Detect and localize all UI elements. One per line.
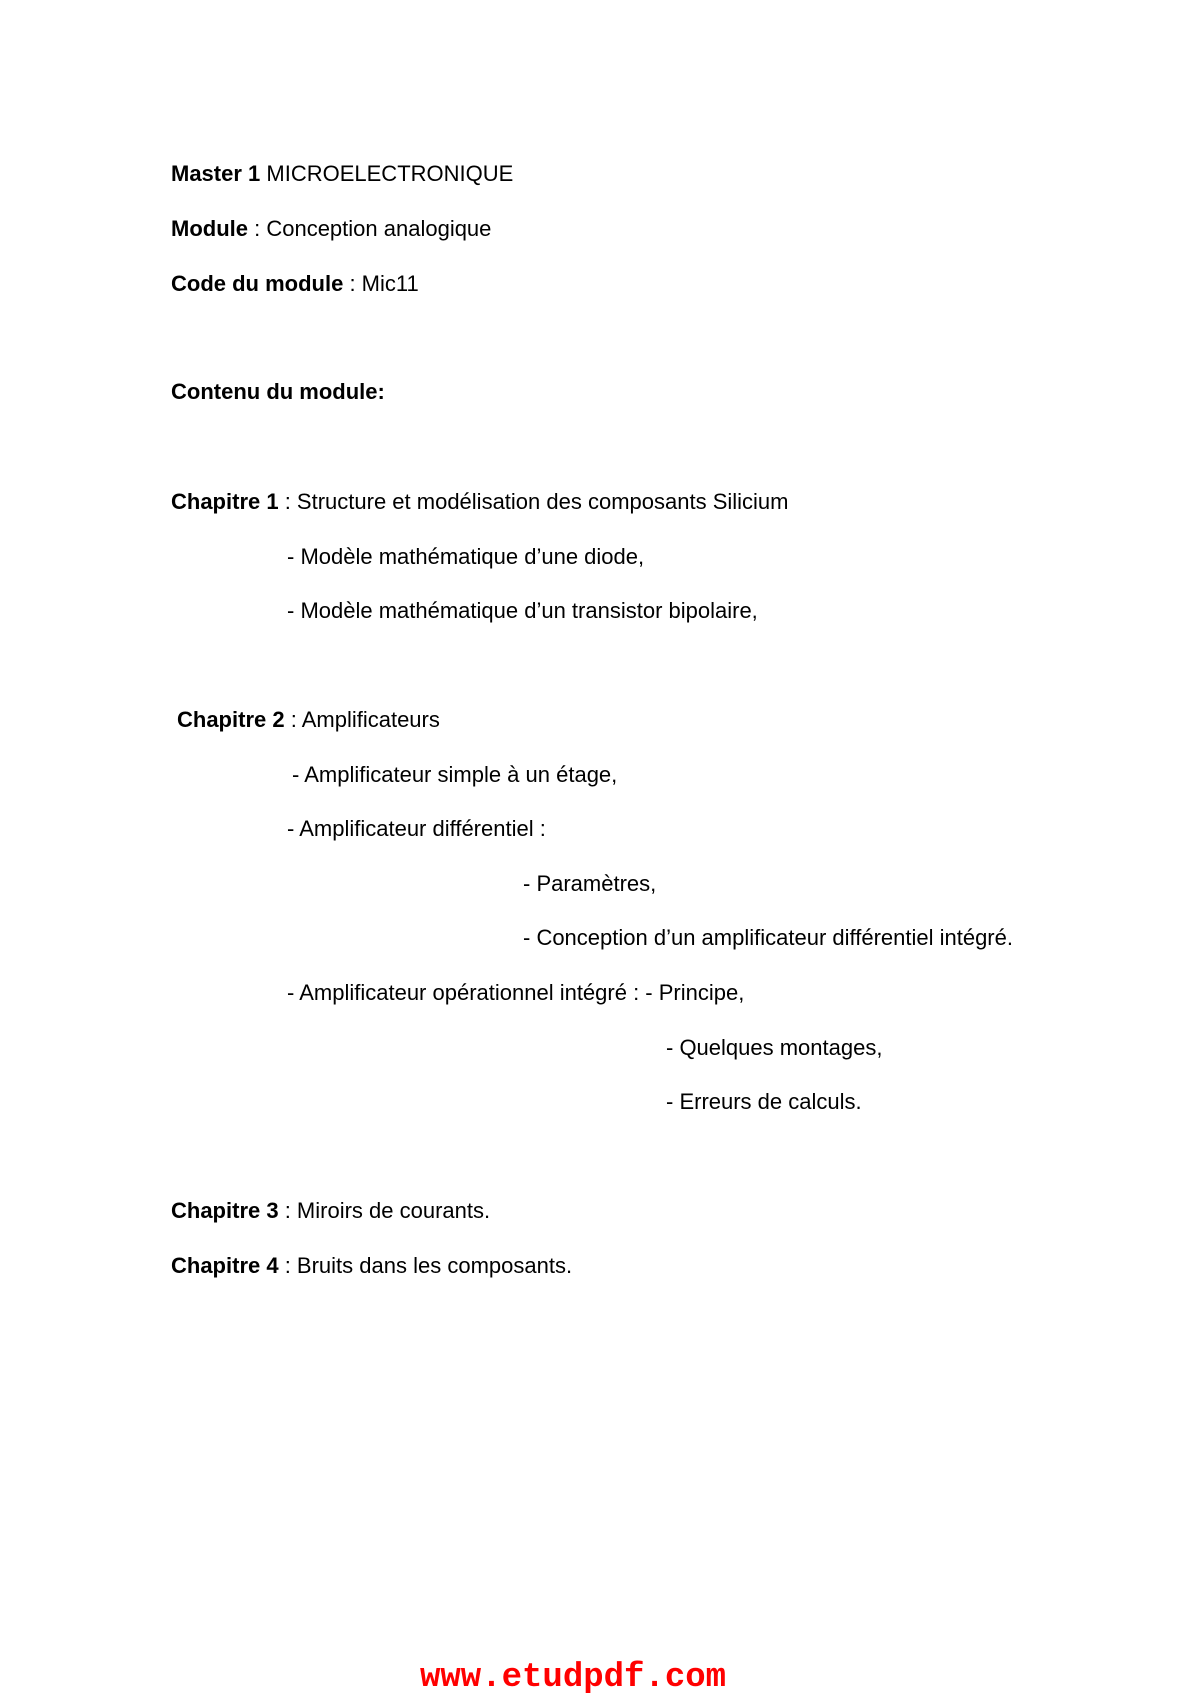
module-line (171, 215, 491, 243)
code-line (171, 270, 419, 298)
chapter-4-line (171, 1252, 572, 1280)
chapter-2-line (177, 706, 440, 734)
chapter-2-title: : Amplificateurs (284, 707, 440, 732)
chapter-2-item: - Amplificateur simple à un étage, (292, 762, 618, 787)
chapter-2-subitem: - Paramètres, (523, 871, 657, 896)
master-value: MICROELECTRONIQUE (260, 161, 514, 186)
master-label: Master 1 (171, 161, 261, 186)
chapter-1-label: Chapitre 1 (171, 489, 279, 514)
module-label: Module (171, 216, 248, 241)
module-value: : Conception analogique (248, 216, 492, 241)
code-value: : Mic11 (343, 271, 419, 296)
chapter-2-subitem: - Erreurs de calculs. (666, 1089, 862, 1114)
chapter-4-label: Chapitre 4 (171, 1253, 279, 1278)
chapter-2-item: - Amplificateur différentiel : (287, 816, 546, 841)
chapter-1-line (171, 488, 788, 516)
chapter-1-title: : Structure et modélisation des composants Silicium (278, 489, 789, 514)
watermark-link[interactable]: www.etudpdf.com (420, 1659, 727, 1697)
content-title (171, 378, 385, 406)
master-line (171, 160, 513, 188)
chapter-3-title: : Miroirs de courants. (278, 1198, 491, 1223)
code-label: Code du module (171, 271, 344, 296)
chapter-2-item: - Amplificateur opérationnel intégré : - Principe, (287, 980, 745, 1005)
chapter-1-item: - Modèle mathématique d’un transistor bipolaire, (287, 598, 758, 623)
chapter-3-line (171, 1197, 490, 1225)
chapter-2-subitem: - Conception d’un amplificateur différentiel intégré. (523, 925, 1013, 950)
content-title-text: Contenu du module: (171, 379, 385, 404)
chapter-1-item: - Modèle mathématique d’une diode, (287, 544, 645, 569)
chapter-3-label: Chapitre 3 (171, 1198, 279, 1223)
chapter-4-title: : Bruits dans les composants. (278, 1253, 573, 1278)
chapter-2-label: Chapitre 2 (177, 707, 285, 732)
chapter-2-subitem: - Quelques montages, (666, 1035, 883, 1060)
